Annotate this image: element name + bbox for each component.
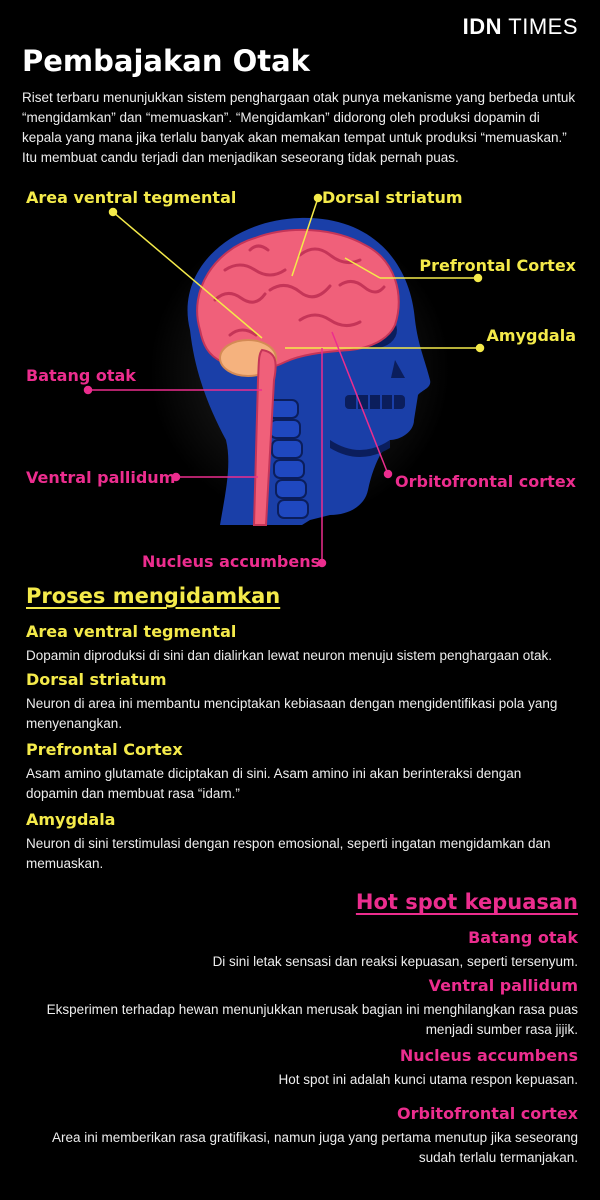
craving-item-dorsal-striatum: [26, 670, 576, 734]
label-prefrontal-cortex: Prefrontal Cortex: [419, 256, 576, 275]
satisfaction-item-title: Batang otak: [468, 928, 578, 947]
satisfaction-item-title: Ventral pallidum: [428, 976, 578, 995]
craving-item-title: Amygdala: [26, 810, 116, 829]
satisfaction-item-title: Nucleus accumbens: [399, 1046, 578, 1065]
satisfaction-item-text: Area ini memberikan rasa gratifikasi, namun juga yang pertama menutup jika seseorang sudah terlalu termanjakan.: [51, 1130, 578, 1165]
craving-item-text: Dopamin diproduksi di sini dan dialirkan lewat neuron menuju sistem penghargaan otak.: [26, 648, 553, 663]
craving-item-prefrontal: [26, 740, 576, 804]
label-nucleus-accumbens: Nucleus accumbens: [142, 552, 321, 571]
satisfaction-item-orbitofrontal: [18, 1104, 578, 1168]
brand-strong: IDN: [462, 14, 503, 39]
intro-text: Riset terbaru menunjukkan sistem penghargaan otak punya mekanisme yang berbeda untuk “mengidamkan” dan “memuaskan”. “Mengidamkan” didorong oleh produksi dopamin di kepala yang mana jika terlalu banyak akan memakan tempat untuk produksi “memuaskan.” Itu membuat candu terjadi dan menjadikan seseorang tidak pernah puas.: [22, 90, 576, 165]
page-title: Pembajakan Otak: [22, 44, 310, 78]
satisfaction-item-batang-otak: [18, 928, 578, 972]
label-ventral-pallidum: Ventral pallidum: [26, 468, 176, 487]
satisfaction-item-title: Orbitofrontal cortex: [397, 1104, 578, 1123]
label-ventral-tegmental: Area ventral tegmental: [26, 188, 237, 207]
craving-item-text: Asam amino glutamate diciptakan di sini. Asam amino ini akan berinteraksi dengan dopamin dan membuat rasa “idam.”: [26, 766, 522, 801]
label-batang-otak: Batang otak: [26, 366, 136, 385]
satisfaction-item-text: Di sini letak sensasi dan reaksi kepuasan, seperti tersenyum.: [212, 954, 578, 969]
satisfaction-item-ventral-pallidum: [18, 976, 578, 1040]
craving-item-title: Dorsal striatum: [26, 670, 167, 689]
craving-item-text: Neuron di area ini membantu menciptakan kebiasaan dengan mengidentifikasi pola yang menyenangkan.: [26, 696, 558, 731]
satisfaction-heading: Hot spot kepuasan: [355, 890, 578, 914]
brand-rest: TIMES: [502, 14, 578, 39]
craving-item-ventral-tegmental: [26, 622, 576, 666]
craving-item-amygdala: [26, 810, 576, 874]
label-orbitofrontal-cortex: Orbitofrontal cortex: [395, 472, 576, 491]
satisfaction-item-nucleus-accumbens: [18, 1046, 578, 1090]
satisfaction-item-text: Eksperimen terhadap hewan menunjukkan merusak bagian ini menghilangkan rasa puas menjadi sumber rasa jijik.: [46, 1002, 578, 1037]
label-dorsal-striatum: Dorsal striatum: [322, 188, 463, 207]
brand-logo: [463, 14, 578, 40]
craving-item-title: Prefrontal Cortex: [26, 740, 183, 759]
craving-item-text: Neuron di sini terstimulasi dengan respon emosional, seperti ingatan mengidamkan dan memuaskan.: [26, 836, 551, 871]
satisfaction-item-text: Hot spot ini adalah kunci utama respon kepuasan.: [278, 1072, 578, 1087]
craving-item-title: Area ventral tegmental: [26, 622, 237, 641]
label-amygdala: Amygdala: [486, 326, 576, 345]
craving-heading: Proses mengidamkan: [26, 584, 281, 608]
